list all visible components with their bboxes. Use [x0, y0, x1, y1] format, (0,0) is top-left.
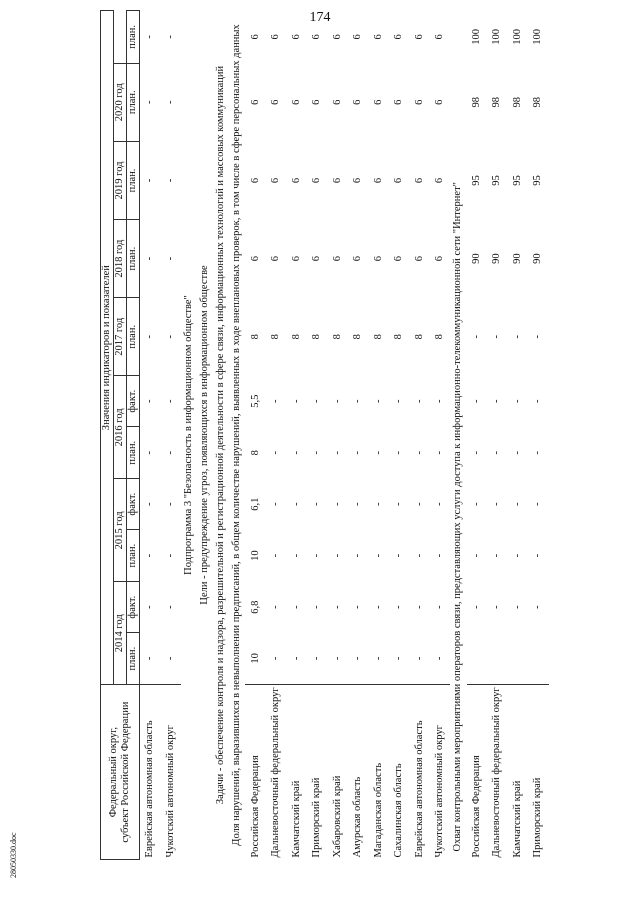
value-cell: - — [144, 178, 156, 183]
value-cell: 98 — [491, 97, 503, 108]
value-cell: 8 — [290, 334, 302, 340]
value-cell: 6 — [372, 34, 384, 40]
region-name: Хабаровский край — [327, 685, 348, 860]
value-cell: 6 — [434, 256, 446, 262]
value-cell: - — [413, 553, 425, 558]
section-row — [450, 11, 466, 860]
region-name: Еврейская автономная область — [140, 685, 161, 860]
value-cell: 8 — [331, 334, 343, 340]
value-cell: 6 — [270, 177, 282, 184]
value-cell: - — [491, 399, 503, 403]
value-cell: - — [290, 553, 302, 558]
empty-cell — [487, 632, 508, 684]
value-cell: - — [470, 605, 482, 609]
value-cell: - — [511, 335, 523, 339]
value-cell: - — [372, 553, 384, 558]
value-cell: 98 — [511, 97, 523, 108]
header-row-1 — [101, 11, 114, 860]
value-cell: - — [532, 553, 544, 558]
value-cell: - — [532, 605, 544, 609]
value-cell: 6 — [393, 256, 405, 262]
value-cell: - — [470, 335, 482, 339]
value-cell: 6,1 — [249, 497, 261, 511]
value-cell: - — [393, 399, 405, 403]
value-cell: 6 — [352, 34, 364, 40]
year-header: 2014 год — [114, 582, 127, 685]
value-cell: - — [311, 399, 323, 403]
fact-header: факт. — [127, 582, 140, 633]
value-cell: 8 — [249, 334, 261, 340]
table-row — [409, 11, 430, 860]
value-cell: 8 — [311, 334, 323, 340]
table-row — [389, 11, 410, 860]
value-cell: 6 — [311, 177, 323, 184]
region-name: Амурская область — [348, 685, 369, 860]
value-cell: - — [311, 605, 323, 609]
year-header: 2019 год — [114, 141, 127, 219]
value-cell: 6 — [249, 256, 261, 262]
region-name: Дальневосточный федеральный округ — [266, 685, 287, 860]
value-cell: 100 — [532, 28, 544, 45]
value-cell: 6 — [331, 256, 343, 262]
plan-header: план. — [127, 298, 140, 376]
value-cell: - — [372, 450, 384, 455]
value-cell: - — [511, 399, 523, 403]
table-row — [161, 11, 182, 860]
value-cell: - — [511, 450, 523, 455]
fact-header: факт. — [127, 376, 140, 427]
value-cell: 100 — [511, 28, 523, 45]
value-cell: - — [270, 502, 282, 506]
value-cell: 6 — [249, 177, 261, 184]
year-header: 2016 год — [114, 376, 127, 479]
value-cell: 6 — [311, 34, 323, 40]
value-cell: 6 — [413, 34, 425, 40]
value-cell: - — [164, 502, 176, 506]
section-row — [229, 11, 245, 860]
rotated-table-container — [100, 10, 600, 860]
value-cell: - — [164, 605, 176, 609]
value-cell: - — [491, 502, 503, 506]
value-cell: - — [144, 335, 156, 339]
value-cell: 6 — [434, 34, 446, 40]
value-cell: - — [270, 450, 282, 455]
value-cell: - — [470, 399, 482, 403]
value-cell: - — [413, 450, 425, 455]
empty-cell — [467, 632, 488, 684]
value-cell: - — [532, 335, 544, 339]
document-id: 28050330.doc — [9, 832, 18, 878]
table-row — [245, 11, 266, 860]
value-cell: - — [532, 450, 544, 455]
value-cell: - — [511, 605, 523, 609]
value-cell: 6 — [331, 34, 343, 40]
value-cell: - — [311, 656, 323, 661]
table-row — [286, 11, 307, 860]
value-cell: - — [164, 256, 176, 261]
section-row — [197, 11, 213, 860]
value-cell: - — [393, 553, 405, 558]
value-cell: 6 — [413, 99, 425, 105]
value-cell: 6 — [413, 177, 425, 184]
value-cell: 6 — [352, 99, 364, 105]
value-cell: - — [164, 450, 176, 455]
table-row — [327, 11, 348, 860]
value-cell: 95 — [532, 175, 544, 186]
value-cell: 8 — [393, 334, 405, 340]
region-name: Еврейская автономная область — [409, 685, 430, 860]
value-cell: - — [511, 502, 523, 506]
value-cell: - — [470, 450, 482, 455]
plan-header: план. — [127, 427, 140, 479]
value-cell: - — [270, 605, 282, 609]
value-cell: - — [311, 502, 323, 506]
year-header: 2018 год — [114, 220, 127, 298]
value-cell: 6 — [434, 99, 446, 105]
value-cell: - — [434, 502, 446, 506]
year-header: 2015 год — [114, 479, 127, 582]
value-cell: - — [352, 450, 364, 455]
table-row — [430, 11, 451, 860]
region-name: Камчатский край — [508, 685, 529, 860]
indicator-values-header: Значения индикаторов и показателей — [101, 11, 114, 685]
value-cell: - — [352, 502, 364, 506]
table-row — [487, 11, 508, 860]
region-name: Российская Федерация — [467, 685, 488, 860]
region-name: Дальневосточный федеральный округ — [487, 685, 508, 860]
region-name: Чукотский автономный округ — [430, 685, 451, 860]
value-cell: - — [164, 656, 176, 661]
value-cell: - — [491, 335, 503, 339]
value-cell: - — [144, 35, 156, 39]
value-cell: - — [352, 656, 364, 661]
value-cell: 8 — [434, 334, 446, 340]
value-cell: - — [413, 399, 425, 403]
value-cell: 6 — [331, 99, 343, 105]
empty-cell — [528, 632, 549, 684]
table-row — [528, 11, 549, 860]
value-cell: 6 — [311, 99, 323, 105]
value-cell: 90 — [511, 253, 523, 264]
table-row — [348, 11, 369, 860]
value-cell: 6 — [290, 99, 302, 105]
value-cell: - — [491, 553, 503, 558]
plan-header: план. — [127, 11, 140, 64]
value-cell: - — [290, 502, 302, 506]
value-cell: - — [372, 502, 384, 506]
subject-column-header: Федеральный округ, субъект Российской Федерации — [101, 685, 140, 860]
value-cell: 6 — [290, 256, 302, 262]
value-cell: - — [144, 256, 156, 261]
value-cell: 6 — [249, 34, 261, 40]
value-cell: - — [393, 450, 405, 455]
plan-header: план. — [127, 141, 140, 219]
table-row — [368, 11, 389, 860]
value-cell: - — [144, 605, 156, 609]
region-name: Российская Федерация — [245, 685, 266, 860]
value-cell: - — [372, 656, 384, 661]
goal-text: Цели - предупреждение угроз, появляющихся в информационном обществе — [199, 265, 211, 605]
value-cell: 90 — [532, 253, 544, 264]
value-cell: - — [434, 605, 446, 609]
value-cell: - — [164, 399, 176, 403]
page-number: 174 — [309, 10, 331, 25]
value-cell: 6 — [331, 177, 343, 184]
value-cell: - — [393, 656, 405, 661]
value-cell: 90 — [491, 253, 503, 264]
value-cell: - — [164, 335, 176, 339]
value-cell: 90 — [470, 253, 482, 264]
table-row — [508, 11, 529, 860]
value-cell: 6 — [372, 99, 384, 105]
value-cell: - — [413, 502, 425, 506]
value-cell: - — [311, 553, 323, 558]
task-text: Задачи - обеспечение контроля и надзора, разрешительной и регистрационной деятельности в сфере связи, информационных технологий и массовых коммуникаций — [215, 65, 227, 805]
value-cell: - — [434, 450, 446, 455]
value-cell: 6 — [434, 177, 446, 184]
value-cell: - — [372, 605, 384, 609]
section-row — [181, 11, 197, 860]
value-cell: 6 — [393, 34, 405, 40]
region-name: Сахалинская область — [389, 685, 410, 860]
value-cell: - — [532, 399, 544, 403]
value-cell: - — [331, 605, 343, 609]
section-row — [213, 11, 229, 860]
value-cell: 8 — [352, 334, 364, 340]
value-cell: 6 — [372, 177, 384, 184]
plan-header: план. — [127, 632, 140, 684]
value-cell: 95 — [491, 175, 503, 186]
region-name: Чукотский автономный округ — [161, 685, 182, 860]
plan-header: план. — [127, 63, 140, 141]
value-cell: 95 — [511, 175, 523, 186]
region-name: Магаданская область — [368, 685, 389, 860]
indicator-2-title: Охват контрольными мероприятиями операторов связи, представляющих услуги доступа к информационно-телекоммуникационной сети "Интернет" — [452, 182, 464, 852]
value-cell: 8 — [372, 334, 384, 340]
value-cell: 10 — [249, 550, 261, 561]
table-row — [140, 11, 161, 860]
value-cell: 6 — [290, 34, 302, 40]
value-cell: - — [144, 450, 156, 455]
value-cell: - — [331, 656, 343, 661]
value-cell: - — [290, 656, 302, 661]
value-cell: - — [290, 399, 302, 403]
value-cell: 6,8 — [249, 600, 261, 614]
value-cell: - — [270, 656, 282, 661]
indicator-1-title: Доля нарушений, выразившихся в невыполнении предписаний, в общем количестве нарушений, выявленных в ходе внеплановых проверок, в том числе в сфере персональных данных — [231, 24, 243, 846]
value-cell: - — [352, 553, 364, 558]
value-cell: - — [532, 502, 544, 506]
value-cell: - — [290, 450, 302, 455]
value-cell: - — [413, 656, 425, 661]
value-cell: - — [331, 450, 343, 455]
value-cell: - — [372, 399, 384, 403]
value-cell: - — [164, 178, 176, 183]
value-cell: - — [311, 450, 323, 455]
value-cell: 95 — [470, 175, 482, 186]
value-cell: - — [470, 502, 482, 506]
value-cell: 100 — [491, 28, 503, 45]
value-cell: 6 — [352, 256, 364, 262]
value-cell: - — [352, 605, 364, 609]
value-cell: 6 — [290, 177, 302, 184]
value-cell: - — [434, 553, 446, 558]
value-cell: - — [164, 35, 176, 39]
value-cell: 6 — [352, 177, 364, 184]
value-cell: - — [270, 399, 282, 403]
value-cell: - — [290, 605, 302, 609]
value-cell: - — [470, 553, 482, 558]
value-cell: - — [164, 100, 176, 105]
value-cell: 6 — [413, 256, 425, 262]
value-cell: 6 — [270, 256, 282, 262]
value-cell: - — [393, 605, 405, 609]
region-name: Камчатский край — [286, 685, 307, 860]
value-cell: - — [434, 656, 446, 661]
plan-header: план. — [127, 220, 140, 298]
value-cell: - — [331, 399, 343, 403]
value-cell: - — [352, 399, 364, 403]
value-cell: - — [164, 553, 176, 558]
value-cell: - — [144, 399, 156, 403]
region-name: Приморский край — [307, 685, 328, 860]
plan-header: план. — [127, 530, 140, 582]
value-cell: - — [144, 656, 156, 661]
value-cell: 8 — [249, 450, 261, 456]
value-cell: 6 — [372, 256, 384, 262]
table-row — [467, 11, 488, 860]
subprogram-title: Подпрограмма 3 "Безопасность в информационном обществе" — [183, 295, 195, 575]
value-cell: - — [331, 502, 343, 506]
value-cell: 100 — [470, 28, 482, 45]
value-cell: - — [270, 553, 282, 558]
indicators-table — [100, 10, 549, 860]
value-cell: 98 — [470, 97, 482, 108]
value-cell: 98 — [532, 97, 544, 108]
value-cell: - — [144, 100, 156, 105]
empty-cell — [508, 632, 529, 684]
year-header: 2020 год — [114, 63, 127, 141]
value-cell: - — [144, 502, 156, 506]
value-cell: 6 — [311, 256, 323, 262]
value-cell: - — [413, 605, 425, 609]
value-cell: - — [434, 399, 446, 403]
value-cell: - — [491, 605, 503, 609]
value-cell: 8 — [413, 334, 425, 340]
value-cell: 6 — [270, 99, 282, 105]
value-cell: 8 — [270, 334, 282, 340]
value-cell: 6 — [270, 34, 282, 40]
value-cell: - — [511, 553, 523, 558]
value-cell: - — [144, 553, 156, 558]
value-cell: - — [393, 502, 405, 506]
value-cell: 6 — [393, 99, 405, 105]
region-name: Приморский край — [528, 685, 549, 860]
value-cell: - — [331, 553, 343, 558]
fact-header: факт. — [127, 479, 140, 530]
year-header: 2017 год — [114, 298, 127, 376]
table-row — [266, 11, 287, 860]
value-cell: - — [491, 450, 503, 455]
value-cell: 6 — [249, 99, 261, 105]
table-row — [307, 11, 328, 860]
value-cell: 10 — [249, 653, 261, 664]
value-cell: 6 — [393, 177, 405, 184]
value-cell: 5,5 — [249, 394, 261, 408]
